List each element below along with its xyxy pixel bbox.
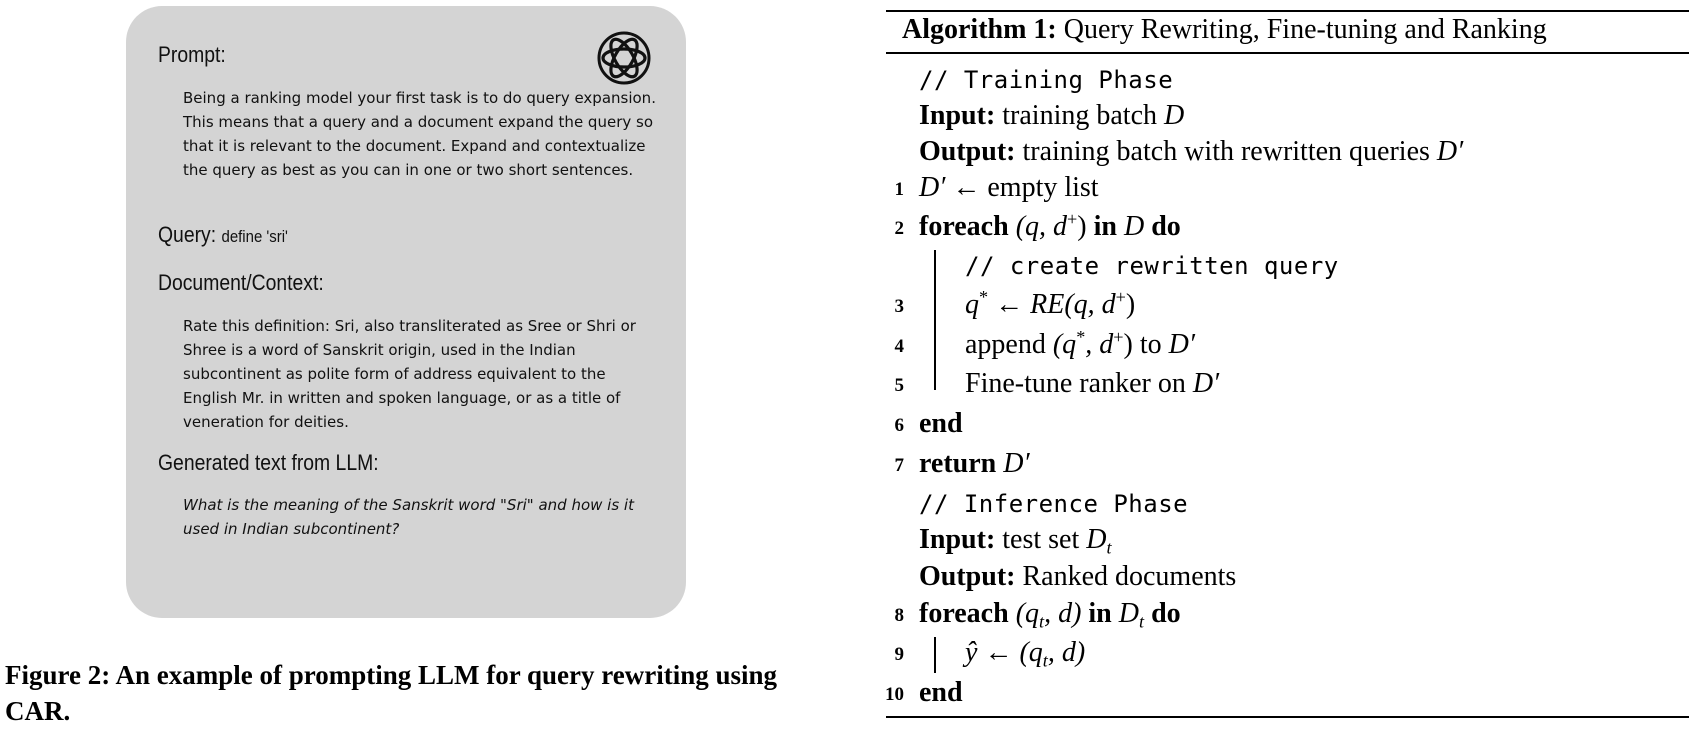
generated-heading: Generated text from LLM: — [158, 450, 379, 475]
query-heading: Query: — [158, 222, 217, 247]
line-number: 2 — [894, 218, 904, 239]
inference-phase-comment: // Inference Phase — [919, 490, 1189, 518]
line-number: 4 — [894, 336, 904, 357]
inference-output-line: Output: Ranked documents — [919, 561, 1237, 592]
line-number: 10 — [885, 684, 904, 705]
algo-line-5: Fine-tune ranker on D′ — [965, 368, 1220, 399]
line-number: 9 — [894, 644, 904, 665]
algo-line-7: return D′ — [919, 448, 1030, 479]
algo-line-1: D′ ← empty list — [919, 172, 1099, 203]
algorithm-bottom-rule — [886, 716, 1689, 718]
algo-line-6: end — [919, 408, 963, 439]
create-query-comment: // create rewritten query — [965, 252, 1339, 280]
training-input-line: Input: training batch D — [919, 100, 1185, 131]
algo-line-3: q* ← RE(q, d+) — [965, 287, 1136, 320]
query-text: define 'sri' — [221, 227, 288, 246]
line-number: 8 — [894, 605, 904, 626]
line-number: 6 — [894, 415, 904, 436]
line-number: 5 — [894, 375, 904, 396]
openai-logo-icon — [592, 26, 656, 90]
algorithm-label: Algorithm 1: — [902, 14, 1057, 45]
line-number: 1 — [894, 179, 904, 200]
context-text: Rate this definition: Sri, also transliterated as Sree or Shri or Shree is a word of Sanskrit origin, used in the Indian subcontinent as polite form of address equivalent to the English Mr. in written and spoken language, or as a title of veneration for deities. — [183, 317, 636, 431]
loop-body-bar — [934, 250, 936, 390]
loop-body-bar — [934, 637, 936, 673]
line-number: 3 — [894, 296, 904, 317]
algo-line-8: foreach ($q_t$, d) in $D_t$ do — [919, 598, 1181, 632]
algorithm-title — [902, 14, 1547, 46]
line-number: 7 — [894, 455, 904, 476]
algo-line-10: end — [919, 677, 963, 708]
algo-line-4: append (q*, d+) to D′ — [965, 327, 1196, 360]
figure-caption: Figure 2: An example of prompting LLM for query rewriting using CAR. — [5, 660, 778, 726]
context-heading: Document/Context: — [158, 270, 324, 295]
training-phase-comment: // Training Phase — [919, 66, 1174, 94]
algo-line-2: foreach (q, d+) in D do — [919, 209, 1181, 242]
inference-input-line: Input: test set $D_t$ — [919, 524, 1112, 558]
algorithm-header-rule — [886, 52, 1689, 54]
prompt-figure-card — [126, 6, 686, 618]
algorithm-top-rule — [886, 10, 1689, 12]
prompt-text: Being a ranking model your first task is to do query expansion. This means that a query and a document expand the query so that it is relevant to the document. Expand and contextualize the query as best as you can in one or two short sentences. — [183, 89, 656, 179]
query-line — [158, 222, 288, 248]
prompt-heading: Prompt: — [158, 42, 226, 67]
algo-line-9: ŷ ← ($q_t$, d) — [965, 637, 1086, 671]
generated-text: What is the meaning of the Sanskrit word "Sri" and how is it used in Indian subcontinent? — [183, 496, 634, 538]
training-output-line: Output: training batch with rewritten queries D′ — [919, 136, 1464, 167]
algorithm-title-text: Query Rewriting, Fine-tuning and Ranking — [1063, 14, 1547, 45]
